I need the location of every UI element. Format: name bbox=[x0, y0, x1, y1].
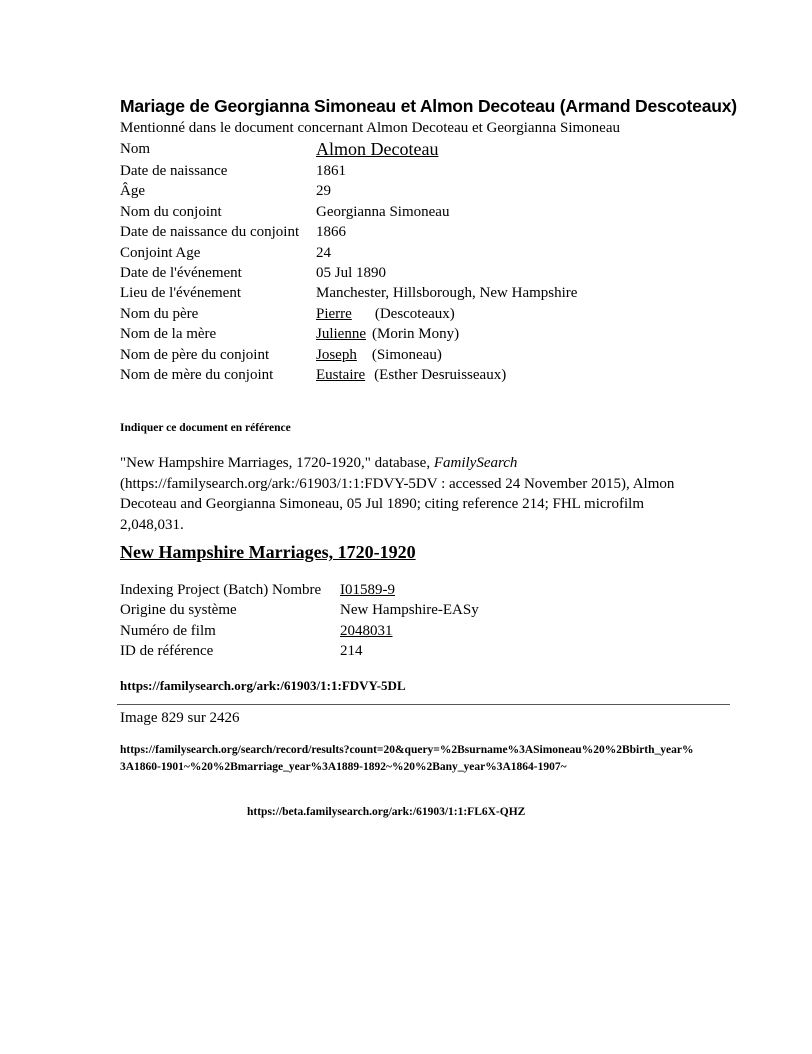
field-label-age: Âge bbox=[120, 183, 145, 200]
value-text: New Hampshire-EASy bbox=[340, 602, 479, 619]
field-label-nom-du-pere: Nom du père bbox=[120, 305, 199, 322]
field-value-indexing-project-batch-nombre bbox=[339, 580, 479, 600]
link-i01589-9[interactable]: I01589-9 bbox=[340, 582, 395, 598]
beta-url: https://beta.familysearch.org/ark:/61903/1:1:FL6X-QHZ bbox=[247, 806, 526, 818]
citation-part1: "New Hampshire Marriages, 1720-1920," database, bbox=[120, 455, 434, 471]
field-value-age bbox=[315, 181, 577, 201]
table-row bbox=[119, 324, 577, 344]
search-url: https://familysearch.org/search/record/results?count=20&query=%2Bsurname%3ASimoneau%20%2Bbirth_year%3A1860-1901~%20%2Bmarriage_year%3A1889-1892~%20%2Bany_year%3A1864-1907~ bbox=[120, 744, 694, 773]
value-text: 1861 bbox=[316, 163, 346, 179]
value-text: Georgianna Simoneau bbox=[316, 203, 450, 220]
link-almon-decoteau[interactable]: Almon Decoteau bbox=[316, 139, 439, 159]
field-label-date-de-l-evenement: Date de l'événement bbox=[120, 264, 242, 281]
field-label-nom-du-conjoint: Nom du conjoint bbox=[120, 203, 222, 220]
field-label-date-de-naissance-du-conjoint: Date de naissance du conjoint bbox=[120, 224, 300, 241]
field-value-nom-de-la-mere bbox=[315, 324, 577, 344]
citation-text bbox=[120, 453, 700, 535]
value-text: 1866 bbox=[316, 224, 346, 241]
citation-part2: (https://familysearch.org/ark:/61903/1:1:FDVY-5DV : accessed 24 November 2015), Almon Decoteau and Georgianna Simoneau, 05 Jul 1890; citing reference 214; FHL microfilm 2,048,031. bbox=[120, 475, 675, 533]
link-pierre[interactable]: Pierre bbox=[316, 305, 352, 322]
table-row bbox=[119, 580, 479, 600]
field-label-lieu-de-l-evenement: Lieu de l'événement bbox=[120, 285, 241, 302]
field-label-conjoint-age: Conjoint Age bbox=[120, 244, 201, 261]
image-number: Image 829 sur 2426 bbox=[120, 710, 240, 726]
field-value-nom bbox=[315, 139, 577, 161]
value-text: 214 bbox=[340, 643, 363, 660]
table-row bbox=[119, 621, 479, 641]
field-label-indexing-project-batch-nombre: Indexing Project (Batch) Nombre bbox=[120, 582, 322, 598]
field-value-id-de-reference bbox=[339, 641, 479, 661]
collection-details-table bbox=[119, 580, 479, 662]
table-row bbox=[119, 161, 577, 181]
field-value-date-de-naissance-du-conjoint bbox=[315, 222, 577, 242]
value-text: 24 bbox=[316, 244, 331, 261]
field-value-date-de-naissance bbox=[315, 161, 577, 181]
value-text: 29 bbox=[316, 183, 331, 200]
table-row bbox=[119, 263, 577, 283]
value-text: 05 Jul 1890 bbox=[316, 264, 387, 281]
collection-title[interactable]: New Hampshire Marriages, 1720-1920 bbox=[120, 542, 416, 562]
citation-italic: FamilySearch bbox=[433, 455, 518, 471]
field-value-lieu-de-l-evenement bbox=[315, 283, 577, 303]
record-details-table bbox=[119, 139, 577, 385]
link-eustaire[interactable]: Eustaire bbox=[316, 366, 366, 383]
field-value-numero-de-film bbox=[339, 621, 479, 641]
table-row bbox=[119, 139, 577, 161]
field-label-date-de-naissance: Date de naissance bbox=[120, 163, 228, 179]
table-row bbox=[119, 600, 479, 620]
field-value-origine-du-systeme bbox=[339, 600, 479, 620]
table-row bbox=[119, 181, 577, 201]
field-value-nom-du-pere bbox=[315, 304, 577, 324]
table-row bbox=[119, 641, 479, 661]
field-label-numero-de-film: Numéro de film bbox=[120, 622, 216, 639]
table-row bbox=[119, 202, 577, 222]
field-label-origine-du-systeme: Origine du système bbox=[120, 602, 237, 619]
table-row bbox=[119, 222, 577, 242]
field-label-nom: Nom bbox=[120, 141, 150, 157]
table-row bbox=[119, 304, 577, 324]
field-label-nom-de-la-mere: Nom de la mère bbox=[120, 326, 217, 343]
ark-url: https://familysearch.org/ark:/61903/1:1:FDVY-5DL bbox=[120, 678, 406, 693]
table-row bbox=[119, 345, 577, 365]
link-joseph[interactable]: Joseph bbox=[316, 346, 357, 363]
field-value-conjoint-age bbox=[315, 243, 577, 263]
value-extra: (Descoteaux) bbox=[374, 305, 455, 322]
value-text: Manchester, Hillsborough, New Hampshire bbox=[316, 285, 578, 302]
link-julienne[interactable]: Julienne bbox=[316, 326, 366, 343]
field-label-nom-de-mere-du-conjoint: Nom de mère du conjoint bbox=[120, 366, 274, 383]
horizontal-divider bbox=[117, 704, 730, 705]
field-label-id-de-reference: ID de référence bbox=[120, 643, 214, 660]
table-row bbox=[119, 365, 577, 385]
value-extra: (Esther Desruisseaux) bbox=[374, 366, 507, 383]
field-value-nom-de-pere-du-conjoint bbox=[315, 345, 577, 365]
field-value-nom-du-conjoint bbox=[315, 202, 577, 222]
field-value-date-de-l-evenement bbox=[315, 263, 577, 283]
value-extra: (Simoneau) bbox=[371, 346, 442, 363]
citation-heading: Indiquer ce document en référence bbox=[120, 422, 291, 434]
page-subtitle: Mentionné dans le document concernant Almon Decoteau et Georgianna Simoneau bbox=[120, 120, 620, 136]
page-title: Mariage de Georgianna Simoneau et Almon Decoteau (Armand Descoteaux) bbox=[120, 96, 737, 116]
value-extra: (Morin Mony) bbox=[372, 326, 460, 343]
table-row bbox=[119, 243, 577, 263]
field-label-nom-de-pere-du-conjoint: Nom de père du conjoint bbox=[120, 346, 270, 363]
table-row bbox=[119, 283, 577, 303]
link-2048031[interactable]: 2048031 bbox=[340, 622, 393, 639]
field-value-nom-de-mere-du-conjoint bbox=[315, 365, 577, 385]
